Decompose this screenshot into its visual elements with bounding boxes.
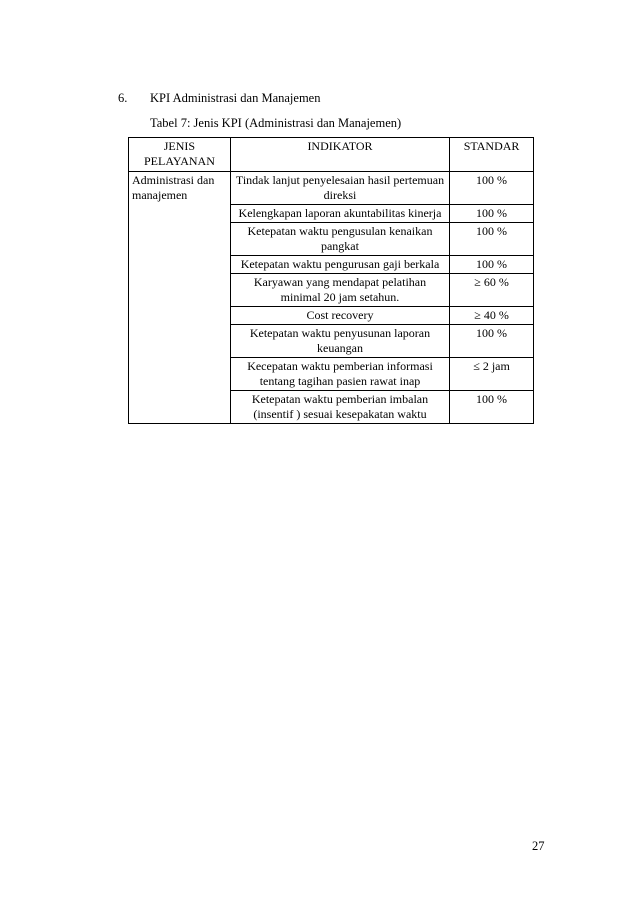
indikator-cell: Ketepatan waktu pemberian imbalan (insentif ) sesuai kesepakatan waktu [230, 391, 449, 424]
section-number: 6. [118, 91, 128, 105]
indikator-cell: Kecepatan waktu pemberian informasi tentang tagihan pasien rawat inap [230, 358, 449, 391]
header-jenis-pelayanan: JENIS PELAYANAN [129, 138, 231, 172]
page-number: 27 [532, 839, 545, 853]
section-heading [118, 90, 320, 106]
standar-cell: 100 % [450, 172, 534, 205]
standar-cell: ≤ 2 jam [450, 358, 534, 391]
header-indikator: INDIKATOR [230, 138, 449, 172]
table-row [129, 172, 534, 205]
section-title: KPI Administrasi dan Manajemen [150, 91, 321, 105]
standar-cell: 100 % [450, 223, 534, 256]
header-standar: STANDAR [450, 138, 534, 172]
category-cell: Administrasi dan manajemen [129, 172, 231, 424]
standar-cell: 100 % [450, 256, 534, 274]
standar-cell: ≥ 60 % [450, 274, 534, 307]
standar-cell: 100 % [450, 325, 534, 358]
indikator-cell: Ketepatan waktu penyusunan laporan keuangan [230, 325, 449, 358]
indikator-cell: Tindak lanjut penyelesaian hasil pertemuan direksi [230, 172, 449, 205]
kpi-table [128, 137, 534, 424]
standar-cell: ≥ 40 % [450, 307, 534, 325]
indikator-cell: Ketepatan waktu pengusulan kenaikan pangkat [230, 223, 449, 256]
indikator-cell: Kelengkapan laporan akuntabilitas kinerja [230, 205, 449, 223]
standar-cell: 100 % [450, 205, 534, 223]
indikator-cell: Cost recovery [230, 307, 449, 325]
table-caption: Tabel 7: Jenis KPI (Administrasi dan Manajemen) [150, 116, 402, 130]
indikator-cell: Karyawan yang mendapat pelatihan minimal 20 jam setahun. [230, 274, 449, 307]
standar-cell: 100 % [450, 391, 534, 424]
table-header-row [129, 138, 534, 172]
indikator-cell: Ketepatan waktu pengurusan gaji berkala [230, 256, 449, 274]
